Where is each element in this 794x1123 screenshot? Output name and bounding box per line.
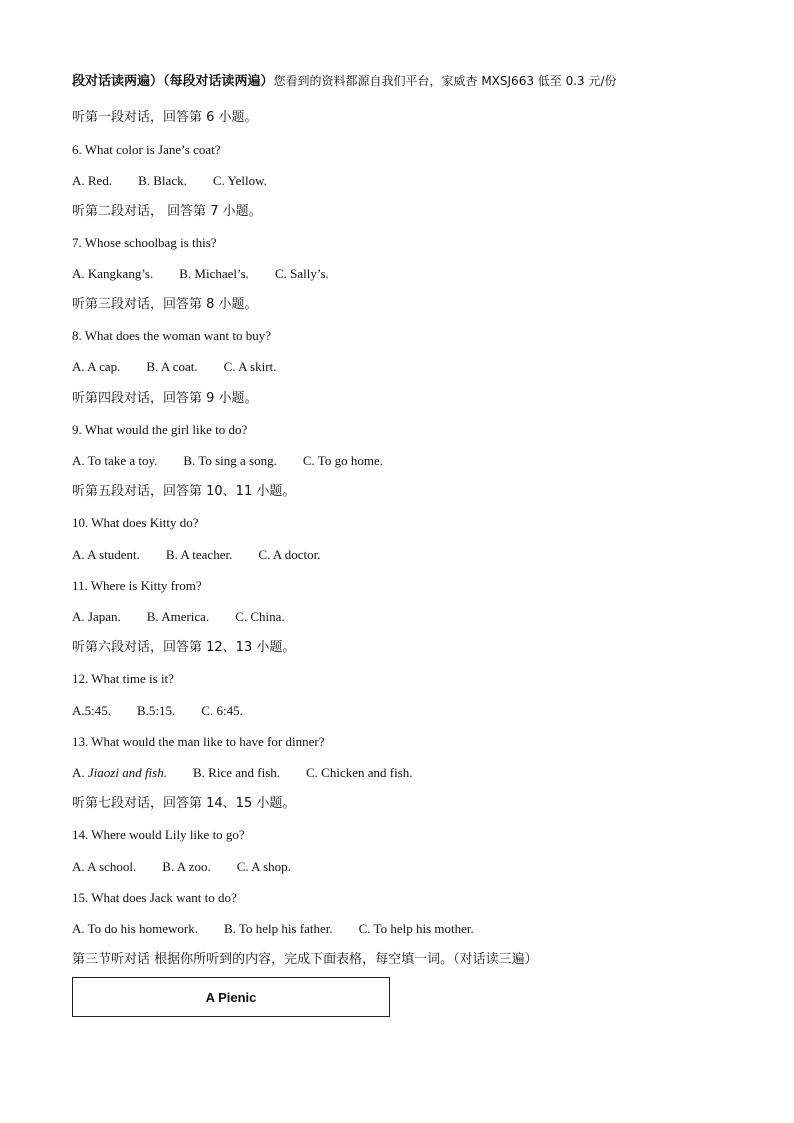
- option-b: B. Michael’s.: [179, 266, 249, 281]
- options-8: [72, 358, 276, 376]
- option-c: C. Chicken and fish.: [306, 765, 413, 780]
- options-14: [72, 858, 291, 876]
- option-a: A. A cap.: [72, 359, 121, 374]
- picnic-table: [72, 977, 390, 1017]
- option-b: B. A zoo.: [162, 859, 211, 874]
- option-b: B. To help his father.: [223, 921, 333, 936]
- option-c: C. China.: [235, 609, 285, 624]
- question-10: 10. What does Kitty do?: [72, 515, 199, 530]
- question-13: 13. What would the man like to have for dinner?: [72, 734, 325, 749]
- option-c: C. To go home.: [302, 453, 383, 468]
- option-c: C. A shop.: [236, 859, 291, 874]
- instruction-6: 听第六段对话，回答第 12、13 小题。: [72, 640, 296, 655]
- instruction-3: 听第三段对话，回答第 8 小题。: [72, 297, 258, 312]
- option-a: A. To take a toy.: [72, 453, 158, 468]
- options-15: [72, 920, 474, 938]
- option-a: A. A school.: [72, 859, 137, 874]
- question-12: 12. What time is it?: [72, 671, 174, 686]
- option-c: C. A doctor.: [258, 547, 321, 562]
- option-a-prefix: A.: [72, 765, 88, 780]
- question-8: 8. What does the woman want to buy?: [72, 328, 272, 343]
- question-9: 9. What would the girl like to do?: [72, 422, 248, 437]
- options-13: [72, 764, 413, 782]
- option-a-text: Jiaozi and fish.: [87, 765, 167, 780]
- question-11: 11. Where is Kitty from?: [72, 578, 202, 593]
- option-b: B. Black.: [138, 173, 187, 188]
- option-a: A.5:45.: [72, 703, 111, 718]
- option-c: C. 6:45.: [201, 703, 243, 718]
- question-6: 6. What color is Jane’s coat?: [72, 142, 221, 157]
- option-b: B. Rice and fish.: [192, 765, 280, 780]
- question-7: 7. Whose schoolbag is this?: [72, 235, 217, 250]
- option-a: A. Kangkang’s.: [72, 266, 154, 281]
- instruction-5: 听第五段对话，回答第 10、11 小题。: [72, 484, 296, 499]
- options-6: [72, 172, 267, 190]
- options-9: [72, 452, 383, 470]
- instruction-7: 听第七段对话，回答第 14、15 小题。: [72, 796, 296, 811]
- option-c: C. A skirt.: [223, 359, 277, 374]
- option-b: B.5:15.: [137, 703, 176, 718]
- options-11: [72, 608, 285, 626]
- option-a: A. Red.: [72, 173, 113, 188]
- option-b: B. To sing a song.: [183, 453, 277, 468]
- option-a: A. To do his homework.: [72, 921, 198, 936]
- option-c: C. Sally’s.: [274, 266, 329, 281]
- option-a: A. Japan.: [72, 609, 121, 624]
- option-b: B. A coat.: [146, 359, 198, 374]
- option-b: B. A teacher.: [165, 547, 233, 562]
- table-title: A Pienic: [205, 989, 257, 1005]
- header-bold-text: 段对话读两遍）（每段对话读两遍）: [72, 74, 274, 89]
- option-b: B. America.: [146, 609, 210, 624]
- section3-instruction: 第三节听对话 根据你所听到的内容，完成下面表格，每空填一词。（对话读三遍）: [72, 952, 538, 967]
- header-note-text: 您看到的资料都源自我们平台，家威杏 MXSJ663 低至 0.3 元/份: [273, 74, 617, 88]
- instruction-4: 听第四段对话，回答第 9 小题。: [72, 391, 258, 406]
- options-10: [72, 546, 320, 564]
- options-12: [72, 702, 243, 720]
- header-line: [72, 72, 617, 91]
- option-a: [72, 764, 167, 782]
- instruction-1: 听第一段对话，回答第 6 小题。: [72, 110, 258, 125]
- instruction-2: 听第二段对话， 回答第 7 小题。: [72, 204, 262, 219]
- options-7: [72, 265, 329, 283]
- question-14: 14. Where would Lily like to go?: [72, 827, 245, 842]
- option-c: C. To help his mother.: [358, 921, 474, 936]
- question-15: 15. What does Jack want to do?: [72, 890, 237, 905]
- option-a: A. A student.: [72, 547, 140, 562]
- option-c: C. Yellow.: [212, 173, 267, 188]
